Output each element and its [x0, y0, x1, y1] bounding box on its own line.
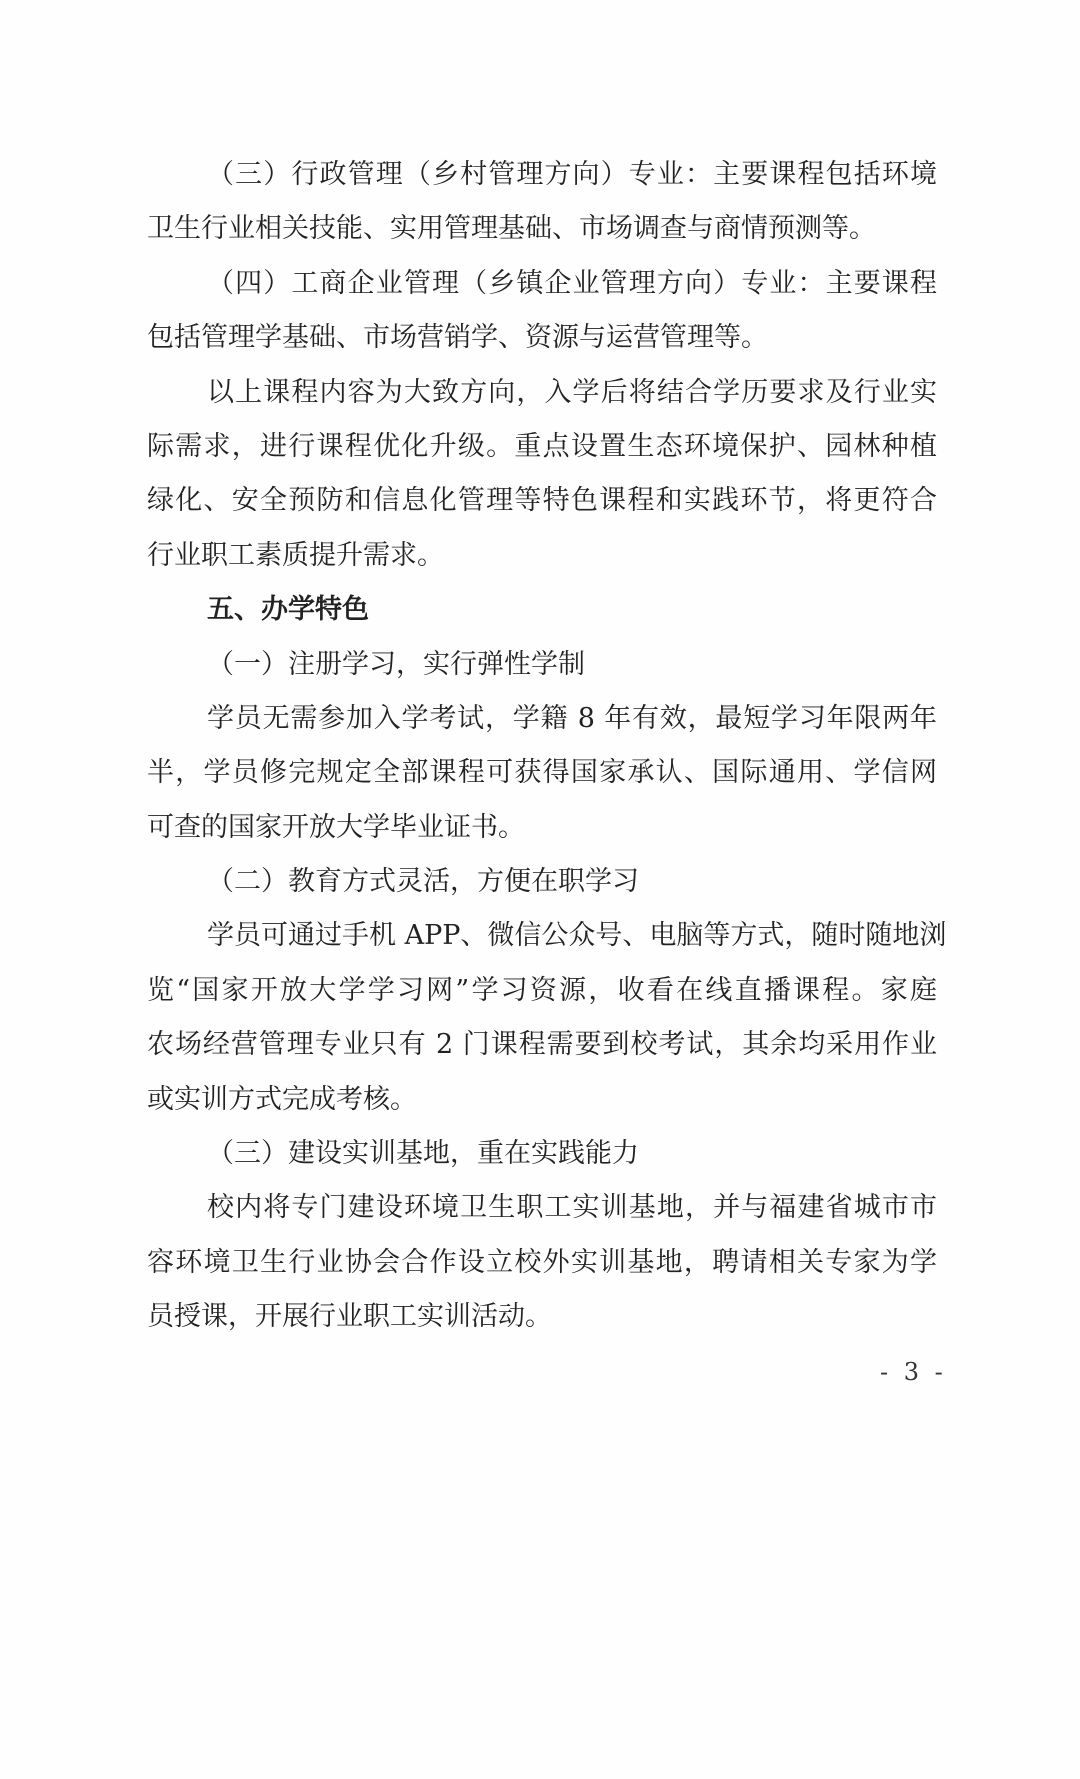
text-line: （二）教育方式灵活，方便在职学习 [207, 866, 639, 898]
paragraph [147, 909, 947, 1127]
text-line: 以上课程内容为大致方向，入学后将结合学历要求及行业实 [207, 376, 937, 408]
text-line: 容环境卫生行业协会合作设立校外实训基地，聘请相关专家为学 [147, 1246, 937, 1278]
text-line: 五、办学特色 [207, 594, 369, 626]
text-line: 行业职工素质提升需求。 [147, 539, 444, 571]
text-line: 员授课，开展行业职工实训活动。 [147, 1301, 552, 1333]
subsection-heading [147, 855, 937, 909]
text-line: 际需求，进行课程优化升级。重点设置生态环境保护、园林种植 [147, 430, 937, 462]
text-line: 包括管理学基础、市场营销学、资源与运营管理等。 [147, 322, 768, 354]
text-line: 览“国家开放大学学习网”学习资源，收看在线直播课程。家庭 [147, 974, 937, 1006]
paragraph [147, 1181, 937, 1344]
subsection-heading [147, 1127, 937, 1181]
text-line: 可查的国家开放大学毕业证书。 [147, 811, 525, 843]
text-line: 校内将专门建设环境卫生职工实训基地，并与福建省城市市 [207, 1192, 937, 1224]
section-heading [147, 583, 937, 637]
text-line: 或实训方式完成考核。 [147, 1083, 417, 1115]
text-line: （一）注册学习，实行弹性学制 [207, 648, 585, 680]
subsection-heading [147, 638, 937, 692]
text-line: 学员无需参加入学考试，学籍 8 年有效，最短学习年限两年 [207, 702, 937, 734]
paragraph [147, 257, 937, 366]
text-line: （三）建设实训基地，重在实践能力 [207, 1138, 639, 1170]
text-line: （四）工商企业管理（乡镇企业管理方向）专业：主要课程 [207, 267, 937, 299]
paragraph [147, 366, 937, 584]
document-body [147, 148, 947, 1345]
text-line: （三）行政管理（乡村管理方向）专业：主要课程包括环境 [207, 159, 937, 190]
paragraph [147, 148, 937, 257]
text-line: 卫生行业相关技能、实用管理基础、市场调查与商情预测等。 [147, 213, 876, 245]
text-line: 学员可通过手机 APP、微信公众号、电脑等方式，随时随地浏 [207, 920, 947, 952]
text-line: 绿化、安全预防和信息化管理等特色课程和实践环节，将更符合 [147, 485, 937, 517]
page-number: - 3 - [880, 1358, 947, 1386]
text-line: 半，学员修完规定全部课程可获得国家承认、国际通用、学信网 [147, 757, 937, 789]
text-line: 农场经营管理专业只有 2 门课程需要到校考试，其余均采用作业 [147, 1029, 937, 1061]
paragraph [147, 692, 937, 855]
